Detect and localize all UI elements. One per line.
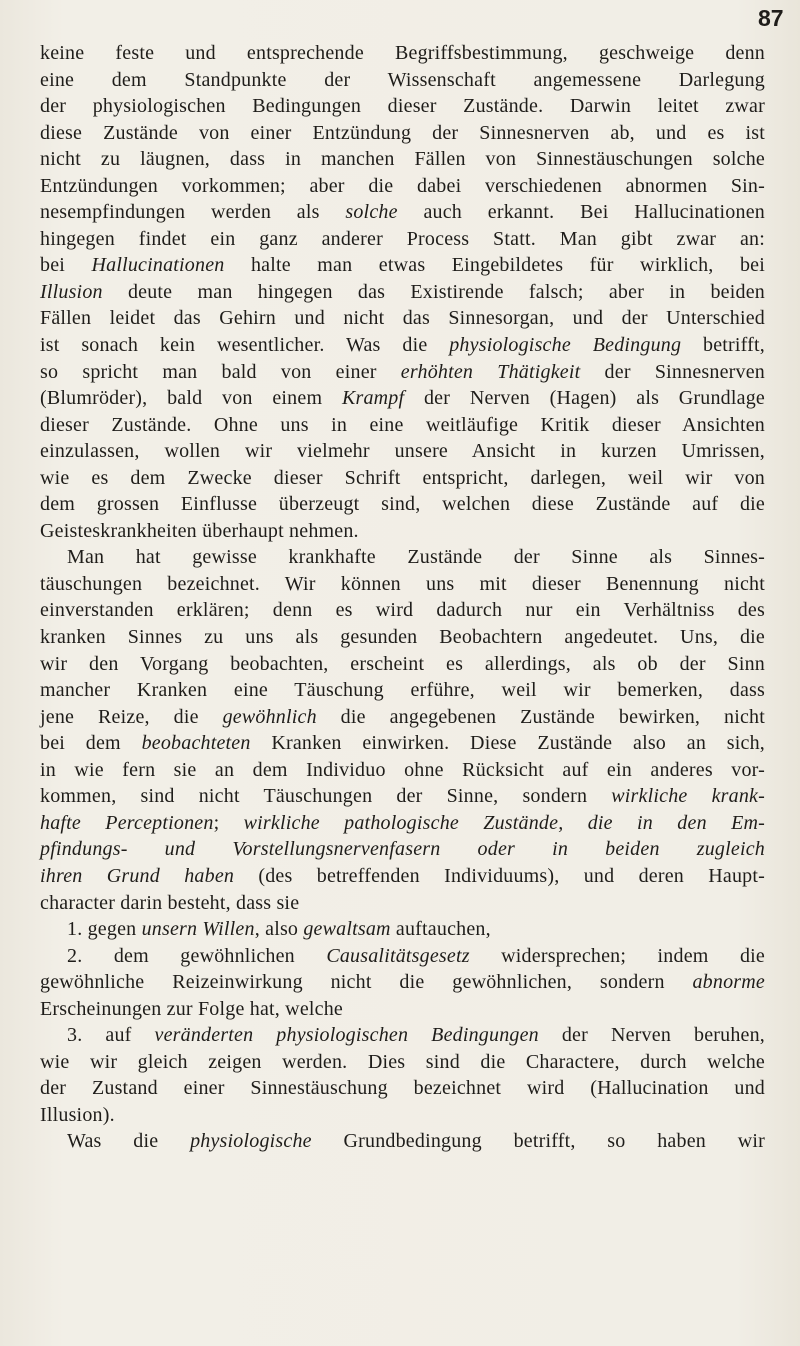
text-line <box>40 252 765 279</box>
text-run: Erscheinungen zur Folge hat, welche <box>40 997 344 1020</box>
text-line <box>40 305 765 332</box>
text-run: gewöhnliche Reizeinwirkung nicht die gewöhnlichen, sondern <box>40 971 693 994</box>
text-run: Man hat gewisse krankhafte Zustände der Sinne als Sinnes- <box>67 546 765 569</box>
emphasized-text: Causalitätsgesetz <box>326 944 470 967</box>
text-run: der physiologischen Bedingungen dieser Zustände. Darwin leitet zwar <box>40 95 765 118</box>
page-number: 87 <box>758 5 784 31</box>
text-line <box>40 146 765 173</box>
text-run: dem grossen Einflusse überzeugt sind, welchen diese Zustände auf die <box>40 493 765 516</box>
text-run: betrifft, <box>681 334 765 357</box>
text-run: Illusion). <box>40 1103 115 1126</box>
text-line <box>40 1128 765 1155</box>
text-run: täuschungen bezeichnet. Wir können uns mit dieser Benennung nicht <box>40 572 765 595</box>
text-line <box>40 704 765 731</box>
text-line <box>40 783 765 810</box>
emphasized-text: wirkliche pathologische Zustände, die in den Em- <box>243 811 765 834</box>
text-line <box>40 1049 765 1076</box>
text-run: widersprechen; indem die <box>469 944 766 967</box>
text-run: kranken Sinnes zu uns als gesunden Beobachtern angedeutet. Uns, die <box>40 626 765 649</box>
text-line <box>40 279 765 306</box>
emphasized-text: Krampf <box>341 387 405 410</box>
text-run: die angegebenen Zustände bewirken, nicht <box>316 705 765 728</box>
emphasized-text: ihren Grund haben <box>40 864 235 887</box>
text-run: halte man etwas Eingebildetes für wirklich, bei <box>224 254 766 277</box>
emphasized-text: beobachteten <box>141 732 251 755</box>
text-run: nicht zu läugnen, dass in manchen Fällen von Sinnestäuschungen solche <box>40 148 765 171</box>
text-run: ist sonach kein wesentlicher. Was die <box>40 334 450 357</box>
text-run: eine dem Standpunkte der Wissenschaft angemessene Darlegung <box>40 68 765 91</box>
text-run: 1. gegen <box>67 918 142 941</box>
text-run: Geisteskrankheiten überhaupt nehmen. <box>40 519 359 542</box>
text-line <box>40 385 765 412</box>
text-run: wie es dem Zwecke dieser Schrift entspricht, darlegen, weil wir von <box>40 466 765 489</box>
text-line <box>40 757 765 784</box>
text-run: character darin besteht, dass sie <box>40 891 300 914</box>
emphasized-text: Hallucinationen <box>91 254 225 277</box>
text-line <box>40 890 765 917</box>
text-run: Entzündungen vorkommen; aber die dabei verschiedenen abnormen Sin- <box>40 174 765 197</box>
text-line <box>40 916 765 943</box>
emphasized-text: physiologische Bedingung <box>449 334 682 357</box>
text-run: so spricht man bald von einer <box>40 360 401 383</box>
text-run: diese Zustände von einer Entzündung der Sinnesnerven ab, und es ist <box>40 121 765 144</box>
text-line <box>40 996 765 1023</box>
text-line <box>40 571 765 598</box>
text-run: keine feste und entsprechende Begriffsbestimmung, geschweige denn <box>40 42 765 64</box>
text-run: auch erkannt. Bei Hallucinationen <box>397 201 765 224</box>
emphasized-text: veränderten physiologischen Bedingungen <box>154 1024 539 1047</box>
emphasized-text: erhöhten Thätigkeit <box>400 360 581 383</box>
text-line <box>40 597 765 624</box>
text-run: (des betreffenden Individuums), und deren Haupt- <box>234 864 766 887</box>
text-line <box>40 1075 765 1102</box>
text-line <box>40 67 765 94</box>
emphasized-text: gewöhnlich <box>222 705 317 728</box>
emphasized-text: unsern Willen <box>141 918 255 941</box>
text-run: nesempfindungen werden als <box>40 201 346 224</box>
text-run: in wie fern sie an dem Individuo ohne Rücksicht auf ein anderes vor- <box>40 758 765 781</box>
text-run: Fällen leidet das Gehirn und nicht das Sinnesorgan, und der Unterschied <box>40 307 765 330</box>
text-run: 2. dem gewöhnlichen <box>67 944 327 967</box>
text-line <box>40 969 765 996</box>
body-text <box>40 40 765 1155</box>
emphasized-text: abnorme <box>692 971 765 994</box>
text-run: hingegen findet ein ganz anderer Process Statt. Man gibt zwar an: <box>40 227 765 250</box>
text-line <box>40 730 765 757</box>
emphasized-text: wirkliche krank- <box>611 785 765 808</box>
text-line <box>40 40 765 67</box>
text-run: der Sinnesnerven <box>580 360 765 383</box>
emphasized-text: physiologische <box>190 1130 312 1153</box>
text-line <box>40 359 765 386</box>
text-line <box>40 438 765 465</box>
text-run: deute man hingegen das Existirende falsch; aber in beiden <box>102 280 765 303</box>
text-run: wie wir gleich zeigen werden. Dies sind die Charactere, durch welche <box>40 1050 765 1073</box>
text-line <box>40 173 765 200</box>
text-run: einzulassen, wollen wir vielmehr unsere Ansicht in kurzen Umrissen, <box>40 440 765 463</box>
text-line <box>40 810 765 837</box>
text-line <box>40 120 765 147</box>
text-line <box>40 412 765 439</box>
text-line <box>40 1102 765 1129</box>
text-run: (Blumröder), bald von einem <box>40 387 342 410</box>
text-run: kommen, sind nicht Täuschungen der Sinne, sondern <box>40 785 612 808</box>
text-run: mancher Kranken eine Täuschung erführe, weil wir bemerken, dass <box>40 679 765 702</box>
text-run: ; <box>213 811 244 834</box>
emphasized-text: pfindungs- und Vorstellungsnervenfasern oder in beiden zugleich <box>40 838 765 861</box>
text-run: auftauchen, <box>390 918 491 941</box>
text-line <box>40 1022 765 1049</box>
text-run: bei <box>40 254 92 277</box>
text-line <box>40 624 765 651</box>
text-line <box>40 943 765 970</box>
text-line <box>40 544 765 571</box>
text-run: der Nerven (Hagen) als Grundlage <box>404 387 765 410</box>
text-line <box>40 199 765 226</box>
text-line <box>40 93 765 120</box>
text-line <box>40 677 765 704</box>
text-run: dieser Zustände. Ohne uns in eine weitläufige Kritik dieser Ansichten <box>40 413 765 436</box>
emphasized-text: Illusion <box>40 280 103 303</box>
text-run: der Nerven beruhen, <box>538 1024 766 1047</box>
text-line <box>40 465 765 492</box>
text-line <box>40 836 765 863</box>
text-line <box>40 863 765 890</box>
text-line <box>40 332 765 359</box>
text-run: jene Reize, die <box>40 705 223 728</box>
text-line <box>40 491 765 518</box>
text-run: der Zustand einer Sinnestäuschung bezeichnet wird (Hallucination und <box>40 1077 765 1100</box>
text-run: bei dem <box>40 732 142 755</box>
text-run: wir den Vorgang beobachten, erscheint es allerdings, als ob der Sinn <box>40 652 765 675</box>
text-run: 3. auf <box>67 1024 155 1047</box>
text-run: , also <box>254 918 304 941</box>
text-run: Grundbedingung betrifft, so haben wir <box>311 1130 765 1153</box>
text-line <box>40 518 765 545</box>
text-run: Kranken einwirken. Diese Zustände also an sich, <box>250 732 765 755</box>
emphasized-text: hafte Perceptionen <box>40 811 214 834</box>
text-line <box>40 651 765 678</box>
text-line <box>40 226 765 253</box>
emphasized-text: gewaltsam <box>303 918 391 941</box>
emphasized-text: solche <box>345 201 398 224</box>
text-run: Was die <box>67 1130 191 1153</box>
text-run: einverstanden erklären; denn es wird dadurch nur ein Verhältniss des <box>40 599 765 622</box>
